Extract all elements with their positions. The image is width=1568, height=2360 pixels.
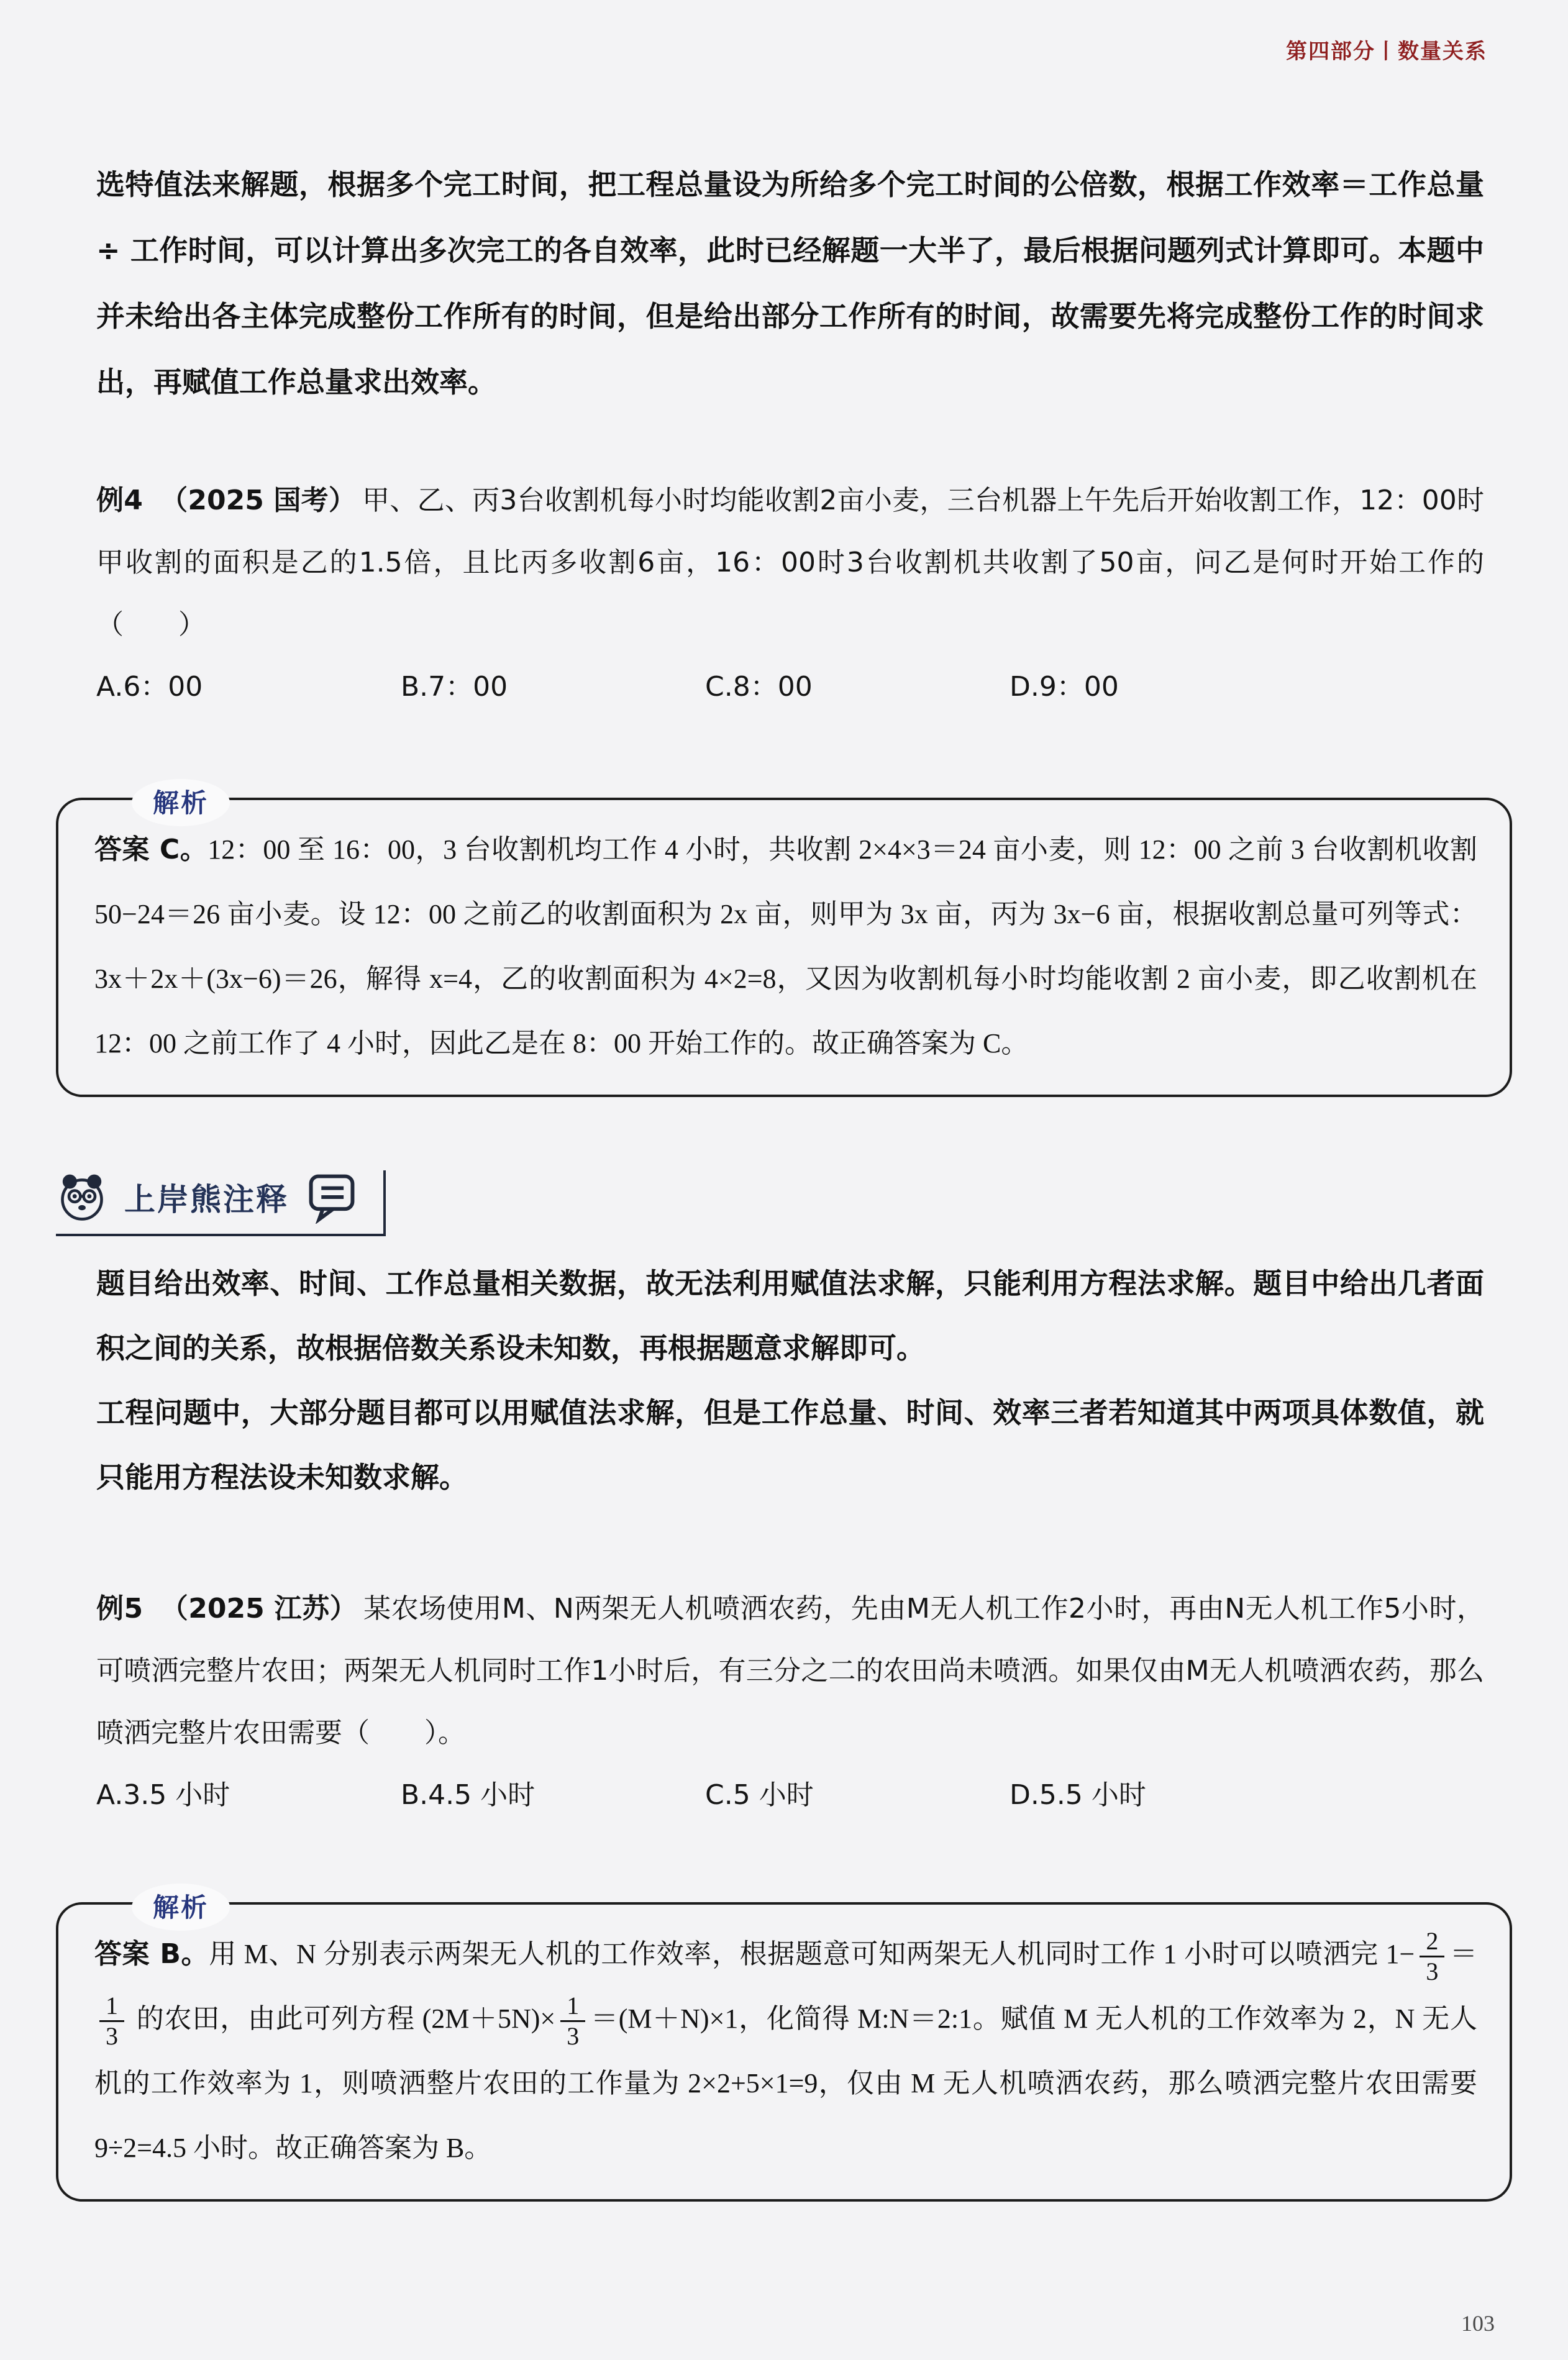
note-paragraph-1: 题目给出效率、时间、工作总量相关数据，故无法利用赋值法求解，只能利用方程法求解。题目中给出几者面积之间的关系，故根据倍数关系设未知数，再根据题意求解即可。: [96, 1267, 1484, 1365]
example4-question: [96, 470, 1484, 656]
example4-analysis-section: [56, 788, 1512, 1097]
fraction-two-thirds: [1420, 1927, 1444, 1986]
example4-option-a: A.6：00: [96, 671, 203, 703]
example5-analysis-seg2: ＝: [1449, 1939, 1478, 1969]
example5-options: [96, 1764, 1484, 1826]
example4-question-text: 甲、乙、丙3台收割机每小时均能收割2亩小麦，三台机器上午先后开始收割工作，12：00时甲收割的面积是乙的1.5倍，且比丙多收割6亩，16：00时3台收割机共收割了50亩，问乙是何时开始工作的（ ）: [96, 485, 1484, 640]
note-section: [56, 1170, 1512, 1510]
page-header-row: [0, 0, 1568, 65]
fraction-one-third-a: [99, 1992, 124, 2051]
example4-answer: 答案 C。: [94, 834, 208, 865]
example5-option-c: C.5 小时: [705, 1779, 814, 1811]
fraction-denominator: 3: [1420, 1956, 1444, 1986]
intro-paragraph: 选特值法来解题，根据多个完工时间，把工程总量设为所给多个完工时间的公倍数，根据工作效率＝工作总量 ÷ 工作时间，可以计算出多次完工的各自效率，此时已经解题一大半了，最后根据问题列式计算即可。本题中并未给出各主体完成整份工作所有的时间，但是给出部分工作所有的时间，故需要先将完成整份工作的时间求出，再赋值工作总量求出效率。: [96, 168, 1484, 399]
example4-option-c: C.8：00: [705, 671, 813, 703]
example5-source: （2025 江苏）: [160, 1593, 358, 1624]
bear-icon: [56, 1171, 108, 1223]
example4-options: [96, 656, 1484, 718]
example5-question: [96, 1578, 1484, 1764]
example5-analysis-seg1: 用 M、N 分别表示两架无人机的工作效率，根据题意可知两架无人机同时工作 1 小时可以喷洒完 1−: [209, 1939, 1415, 1969]
example5-analysis-text: [94, 1922, 1477, 2180]
note-paragraph-2: 工程问题中，大部分题目都可以用赋值法求解，但是工作总量、时间、效率三者若知道其中两项具体数值，就只能用方程法设未知数求解。: [96, 1396, 1484, 1494]
example5-question-text: 某农场使用M、N两架无人机喷洒农药，先由M无人机工作2小时，再由N无人机工作5小时，可喷洒完整片农田；两架无人机同时工作1小时后，有三分之二的农田尚未喷洒。如果仅由M无人机喷洒农药，那么喷洒完整片农田需要（ ）。: [96, 1593, 1484, 1749]
fraction-numerator: 1: [567, 1992, 580, 2020]
example5-analysis-seg3: 的农田，由此可列方程 (2M＋5N)×: [129, 2003, 556, 2034]
example4-label: 例4: [96, 485, 143, 516]
example5-section: [56, 1578, 1512, 1826]
example4-source: （2025 国考）: [160, 485, 357, 516]
example4-analysis-body: 12：00 至 16：00，3 台收割机均工作 4 小时，共收割 2×4×3＝24 亩小麦，则 12：00 之前 3 台收割机收割 50−24＝26 亩小麦。设 12：00 之前乙的收割面积为 2x 亩，则甲为 3x 亩，丙为 3x−6 亩，根据收割总量可列等式：3x＋2x＋(3x−6)＝26，解得 x=4，乙的收割面积为 4×2=8，又因为收割机每小时均能收割 2 亩小麦，即乙收割机在 12：00 之前工作了 4 小时，因此乙是在 8：00 开始工作的。故正确答案为 C。: [94, 834, 1477, 1059]
example4-analysis-text: [94, 818, 1477, 1076]
example5-analysis-section: [56, 1892, 1512, 2202]
example5-option-b: B.4.5 小时: [401, 1779, 536, 1811]
speech-bubble-icon: [305, 1170, 358, 1224]
example5-analysis-box: [56, 1892, 1512, 2202]
fraction-one-third-b: [560, 1992, 585, 2051]
intro-section: [56, 152, 1512, 415]
example5-option-d: D.5.5 小时: [1010, 1779, 1146, 1811]
note-header: [56, 1170, 386, 1236]
analysis-badge: 解析: [132, 779, 230, 826]
fraction-numerator: 1: [106, 1992, 118, 2020]
example4-section: [56, 470, 1512, 718]
example5-answer: 答案 B。: [94, 1938, 209, 1970]
fraction-numerator: 2: [1426, 1927, 1439, 1956]
fraction-denominator: 3: [99, 2020, 124, 2051]
example4-option-d: D.9：00: [1010, 671, 1119, 703]
example4-option-b: B.7：00: [401, 671, 508, 703]
note-title: 上岸熊注释: [124, 1182, 289, 1218]
page-header-title: 第四部分丨数量关系: [1286, 39, 1487, 64]
page-number: 103: [1461, 2311, 1495, 2336]
analysis-badge-2: 解析: [132, 1884, 230, 1931]
fraction-denominator: 3: [560, 2020, 585, 2051]
example5-analysis-seg4: ＝(M＋N)×1，化简得 M:N＝2:1。赋值 M 无人机的工作效率为 2，N 无人机的工作效率为 1，则喷洒整片农田的工作量为 2×2+5×1=9，仅由 M 无人机喷洒农药，那么喷洒完整片农田需要 9÷2=4.5 小时。故正确答案为 B。: [94, 2003, 1477, 2163]
note-body: [56, 1251, 1512, 1510]
example5-option-a: A.3.5 小时: [96, 1779, 230, 1811]
example4-analysis-box: [56, 788, 1512, 1097]
example5-label: 例5: [96, 1593, 144, 1624]
